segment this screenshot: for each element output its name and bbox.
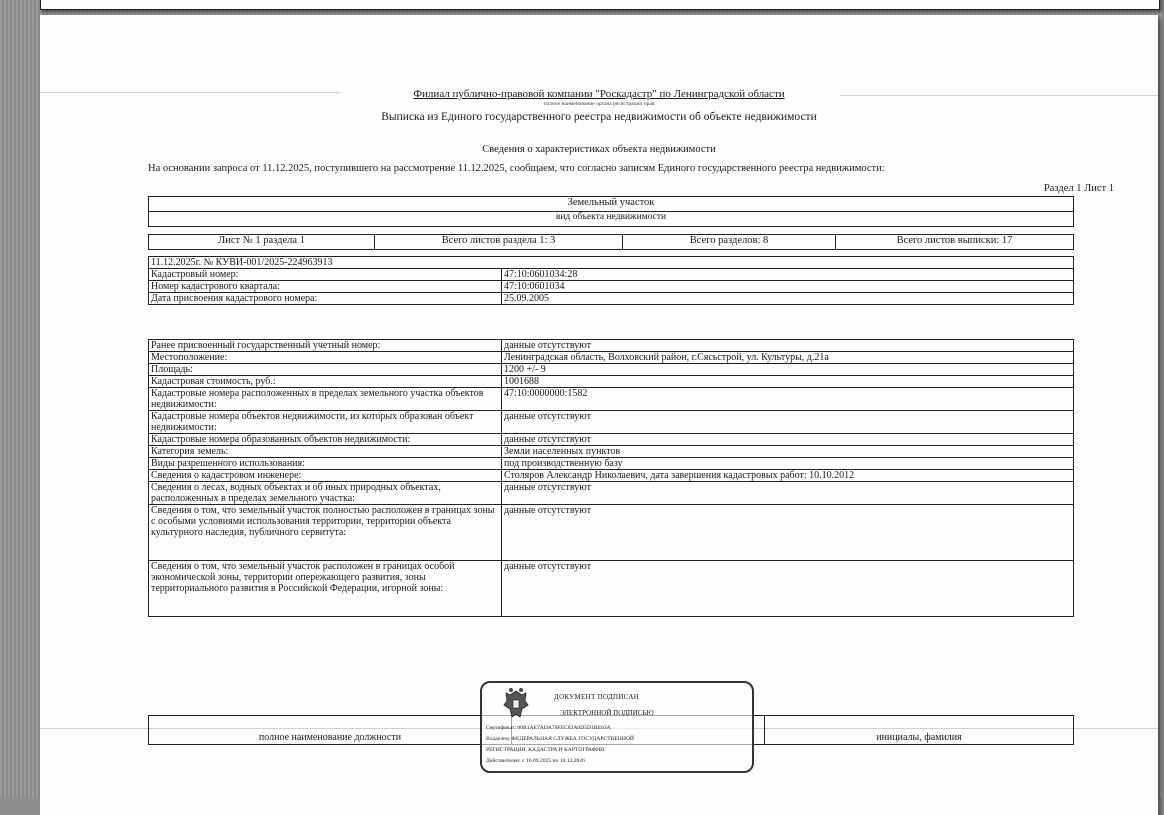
row-label: Кадастровые номера образованных объектов недвижимости: <box>149 434 502 446</box>
row-label: Категория земель: <box>149 446 502 458</box>
row-label: Сведения о кадастровом инженере: <box>149 470 502 482</box>
row-value: данные отсутствуют <box>502 561 1074 617</box>
sheet-reference: Раздел 1 Лист 1 <box>1043 183 1114 194</box>
table-row <box>149 505 1074 561</box>
table-row <box>149 340 1074 352</box>
table-row <box>149 281 1074 293</box>
row-value: 1200 +/- 9 <box>502 364 1074 376</box>
stamp-subtitle: ЭЛЕКТРОННОЙ ПОДПИСЬЮ <box>560 709 654 717</box>
organization-name: Филиал публично-правовой компании "Роскадастр" по Ленинградской области <box>413 88 785 100</box>
table-row <box>149 364 1074 376</box>
stamp-certificate: Сертификат: 00B1АЕ7ADA78FEC82A0D5D1BE63A <box>486 725 611 731</box>
row-value: данные отсутствуют <box>502 505 1074 561</box>
row-value: Столяров Александр Николаевич, дата завершения кадастровых работ: 10.10.2012 <box>502 470 1074 482</box>
table-row <box>149 388 1074 411</box>
table-row <box>149 434 1074 446</box>
table-row <box>149 561 1074 617</box>
row-value: 47:10:0601034 <box>502 281 1074 293</box>
name-caption: инициалы, фамилия <box>765 716 1074 745</box>
basis-statement: На основании запроса от 11.12.2025, поступившего на рассмотрение 11.12.2025, сообщаем, что согласно записям Единого государственного реестра недвижимости: <box>148 163 885 174</box>
row-label: Сведения о том, что земельный участок расположен в границах особой экономической зоны, территории опережающего развития, зоны территориального развития в Российской Федерации, игорной зоны: <box>149 561 502 617</box>
row-value: Земли населенных пунктов <box>502 446 1074 458</box>
sheet-number: Лист № 1 раздела 1 <box>149 235 375 250</box>
stamp-owner: Владелец: ФЕДЕРАЛЬНАЯ СЛУЖБА ГОСУДАРСТВЕННОЙ <box>486 736 634 742</box>
row-label: Кадастровые номера расположенных в пределах земельного участка объектов недвижимости: <box>149 388 502 411</box>
section-sheets-total: Всего листов раздела 1: 3 <box>375 235 623 250</box>
stamp-validity: Действителен: с 16.09.2025 по 10.12.2026 <box>486 758 585 764</box>
row-value: 1001688 <box>502 376 1074 388</box>
table-row <box>149 446 1074 458</box>
row-value: 25.09.2005 <box>502 293 1074 305</box>
row-label: Площадь: <box>149 364 502 376</box>
details-table <box>148 339 1074 617</box>
row-label: Местоположение: <box>149 352 502 364</box>
table-row <box>149 470 1074 482</box>
row-value: 47:10:0000000:1582 <box>502 388 1074 411</box>
position-caption: полное наименование должности <box>149 716 512 745</box>
row-value: Ленинградская область, Волховский район, г.Сясьстрой, ул. Культуры, д.21а <box>502 352 1074 364</box>
sheet-info-row <box>148 234 1074 250</box>
table-row <box>149 458 1074 470</box>
row-value: данные отсутствуют <box>502 411 1074 434</box>
document-title: Выписка из Единого государственного реестра недвижимости об объекте недвижимости <box>381 111 817 123</box>
stamp-owner-cont: РЕГИСТРАЦИИ, КАДАСТРА И КАРТОГРАФИИ <box>486 747 605 753</box>
object-type-box <box>148 196 1074 227</box>
extract-sheets-total: Всего листов выписки: 17 <box>836 235 1074 250</box>
row-label: Сведения о том, что земельный участок полностью расположен в границах зоны с особыми условиями использования территории, территории объекта культурного наследия, публичного сервитута: <box>149 505 502 561</box>
row-label: Кадастровые номера объектов недвижимости, из которых образован объект недвижимости: <box>149 411 502 434</box>
table-row <box>149 293 1074 305</box>
coat-of-arms-icon <box>502 687 530 721</box>
object-type-caption: вид объекта недвижимости <box>149 212 1074 227</box>
row-label: Сведения о лесах, водных объектах и об иных природных объектах, расположенных в пределах земельного участка: <box>149 482 502 505</box>
sections-total: Всего разделов: 8 <box>623 235 836 250</box>
table-row <box>149 482 1074 505</box>
table-row <box>149 352 1074 364</box>
row-value: под производственную базу <box>502 458 1074 470</box>
row-label: Номер кадастрового квартала: <box>149 281 502 293</box>
basic-info-table <box>148 256 1074 305</box>
electronic-signature-stamp <box>480 681 754 773</box>
table-row <box>149 269 1074 281</box>
table-row <box>149 411 1074 434</box>
object-type: Земельный участок <box>149 197 1074 212</box>
row-label: Виды разрешенного использования: <box>149 458 502 470</box>
row-value: данные отсутствуют <box>502 340 1074 352</box>
table-row <box>149 376 1074 388</box>
row-value: 47:10:0601034:28 <box>502 269 1074 281</box>
row-label: Дата присвоения кадастрового номера: <box>149 293 502 305</box>
extract-number: 11.12.2025г. № КУВИ-001/2025-224963913 <box>149 257 1074 269</box>
previous-page-edge[interactable] <box>40 0 1160 10</box>
organization-caption: полное наименование органа регистрации прав <box>543 101 655 107</box>
section-title: Сведения о характеристиках объекта недвижимости <box>482 144 716 155</box>
row-value: данные отсутствуют <box>502 482 1074 505</box>
document-page[interactable] <box>40 15 1158 815</box>
row-label: Ранее присвоенный государственный учетный номер: <box>149 340 502 352</box>
stamp-title: ДОКУМЕНТ ПОДПИСАН <box>554 693 640 701</box>
row-value: данные отсутствуют <box>502 434 1074 446</box>
row-label: Кадастровый номер: <box>149 269 502 281</box>
row-label: Кадастровая стоимость, руб.: <box>149 376 502 388</box>
